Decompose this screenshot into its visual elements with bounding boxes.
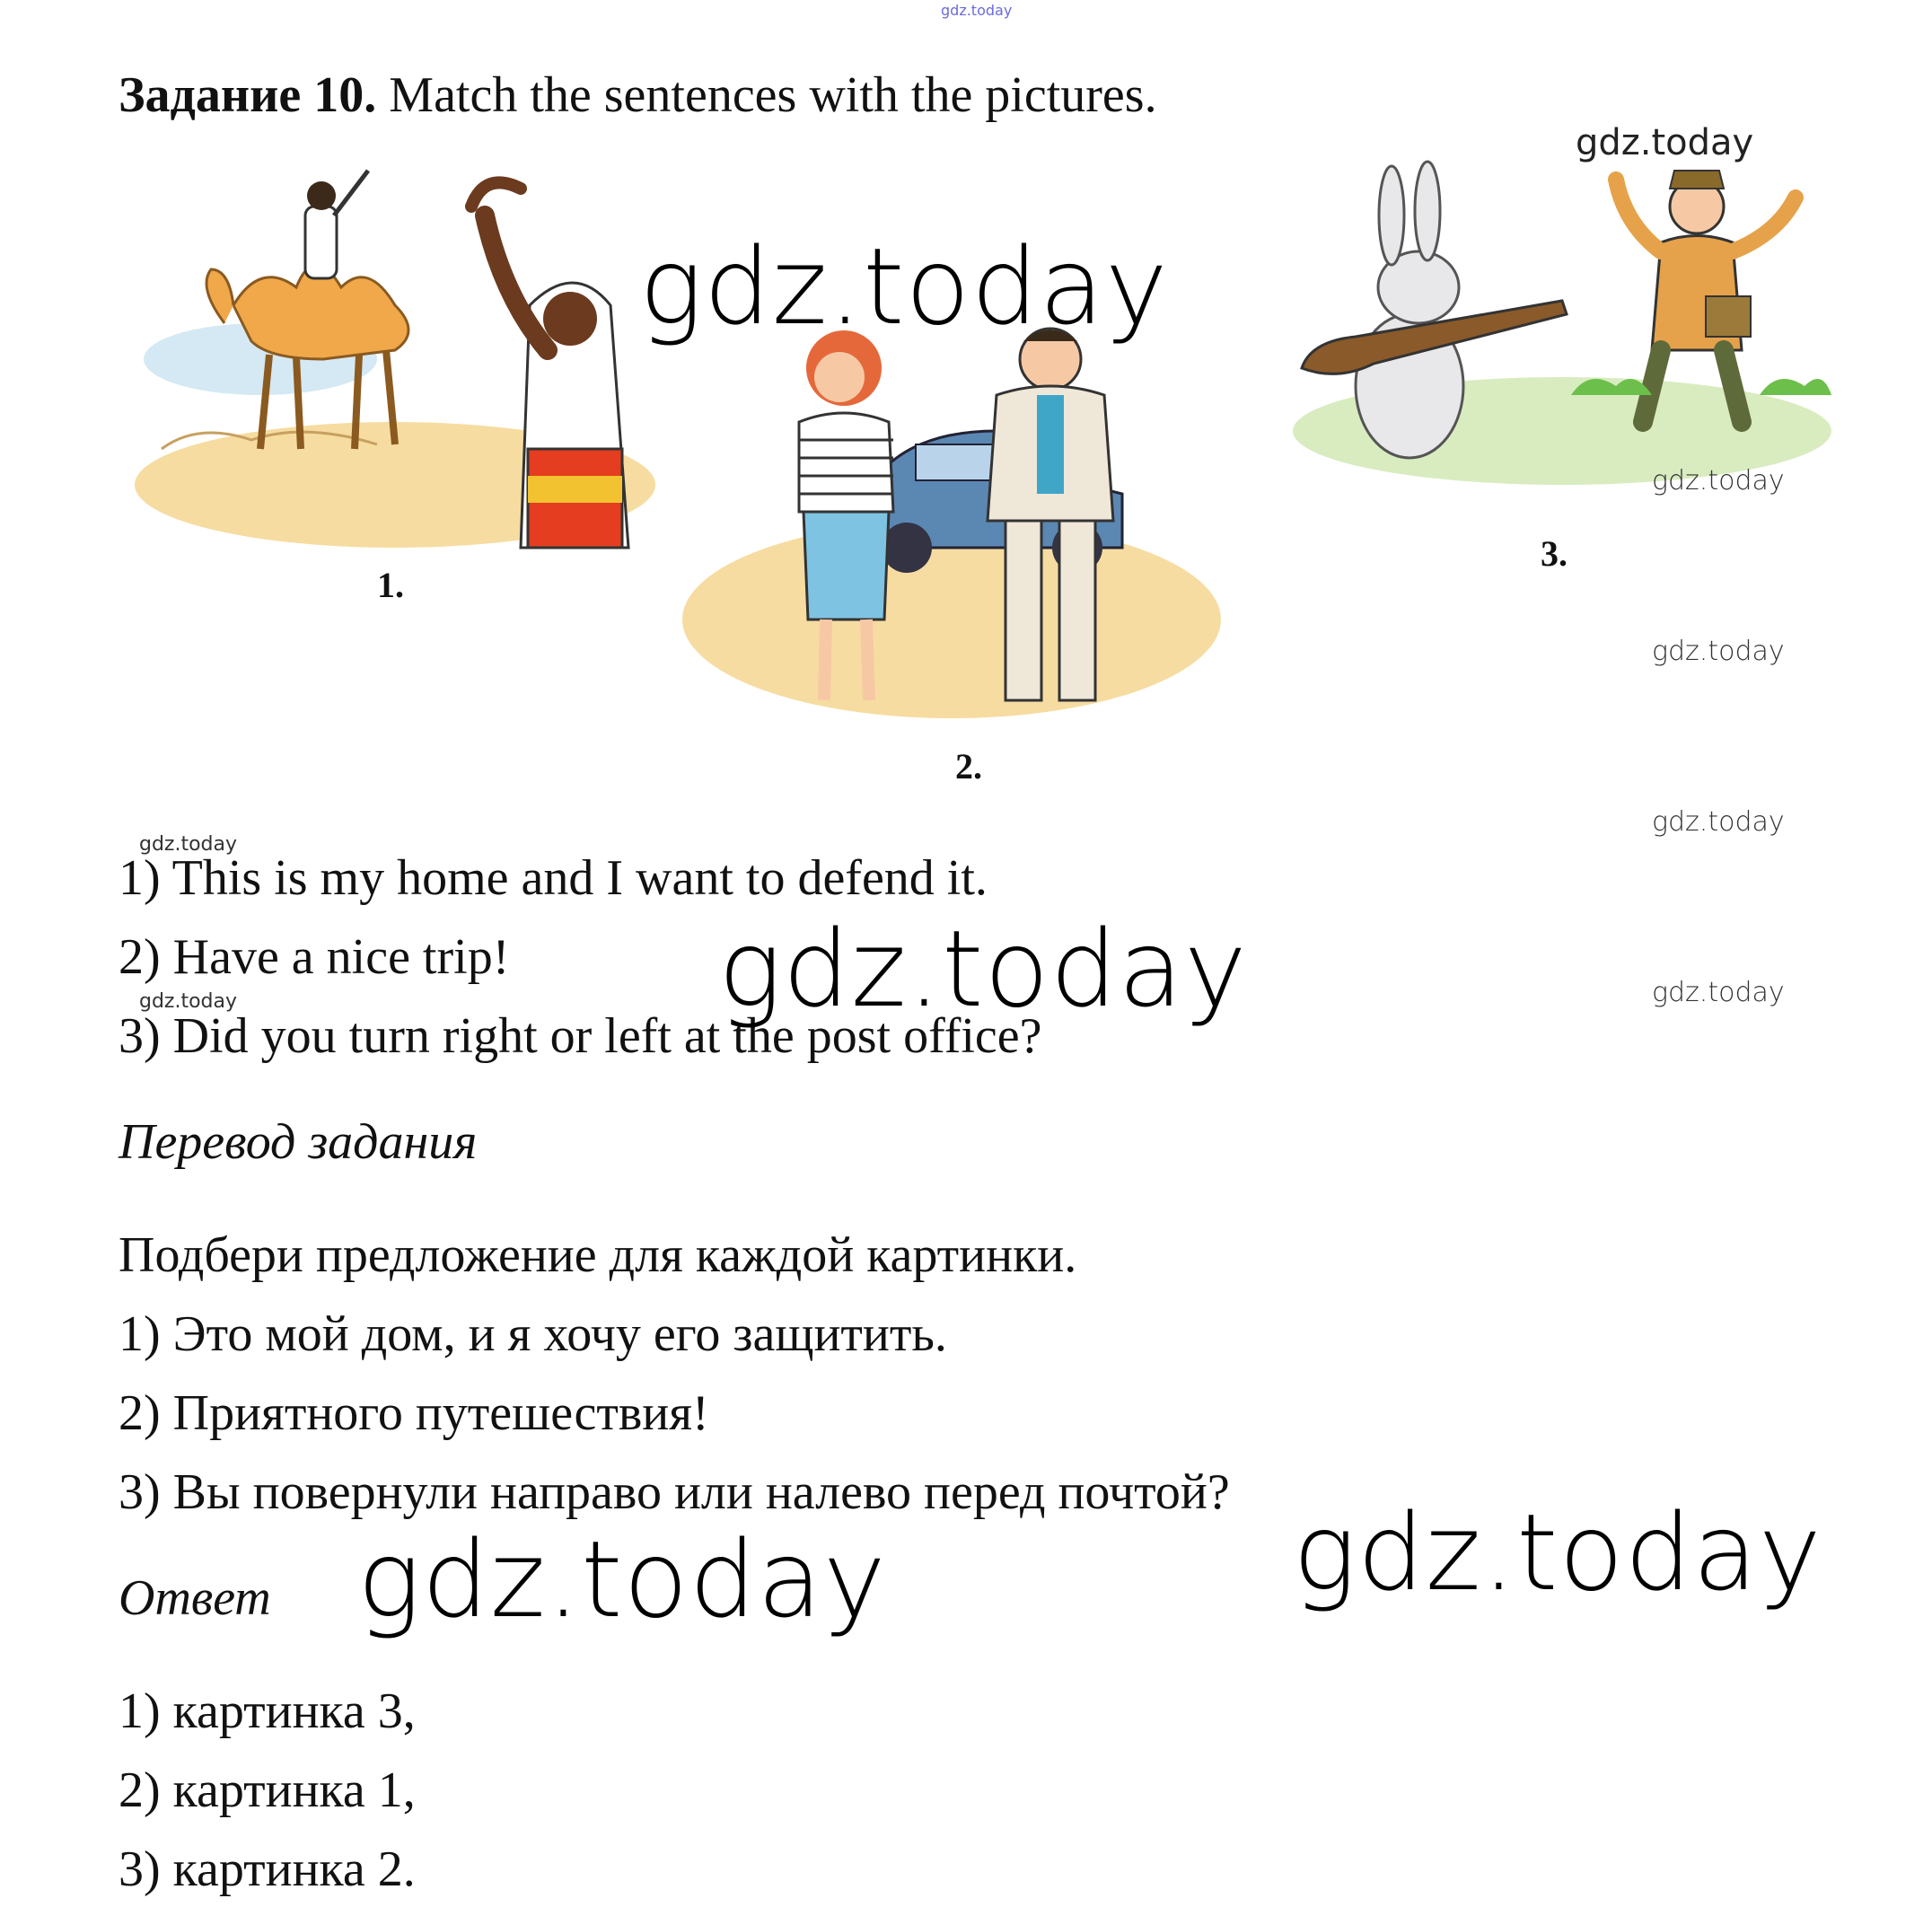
sentence-2: 2) Have a nice trip! — [119, 929, 510, 985]
translation-item-3: 3) Вы повернули направо или налево перед почтой? — [119, 1464, 1230, 1520]
translation-item-2: 2) Приятного путешествия! — [119, 1385, 709, 1441]
picture-2-couple-car — [673, 323, 1230, 736]
task-label: Задание 10. — [119, 67, 377, 123]
answer-item-1: 1) картинка 3, — [119, 1683, 416, 1739]
picture-3-rabbit-hunter — [1275, 144, 1831, 521]
translation-heading: Перевод задания — [119, 1114, 478, 1170]
answer-heading: Ответ — [119, 1570, 271, 1626]
picture-1-number: 1. — [377, 565, 404, 605]
watermark-top: gdz.today — [941, 2, 1013, 19]
task-instruction: Match the sentences with the pictures. — [389, 67, 1157, 123]
watermark: gdz.today — [718, 907, 1248, 1031]
answer-item-2: 2) картинка 1, — [119, 1762, 416, 1818]
watermark: gdz.today — [1576, 122, 1754, 163]
watermark: gdz.today — [1652, 977, 1785, 1008]
picture-1-desert-camel — [126, 153, 664, 566]
watermark: gdz.today — [139, 833, 238, 856]
watermark: gdz.today — [639, 224, 1169, 348]
picture-3-number: 3. — [1541, 533, 1568, 574]
illustrations — [0, 0, 1932, 808]
picture-2-number: 2. — [955, 746, 982, 787]
sentence-1: 1) This is my home and I want to defend it. — [119, 850, 988, 906]
watermark: gdz.today — [1652, 465, 1785, 497]
watermark: gdz.today — [357, 1517, 887, 1641]
watermark: gdz.today — [1293, 1490, 1822, 1614]
answer-item-3: 3) картинка 2. — [119, 1841, 416, 1897]
translation-instruction: Подбери предложение для каждой картинки. — [119, 1227, 1077, 1283]
translation-item-1: 1) Это мой дом, и я хочу его защитить. — [119, 1306, 947, 1362]
watermark: gdz.today — [1652, 806, 1785, 838]
sentence-3: 3) Did you turn right or left at the post office? — [119, 1008, 1042, 1064]
watermark: gdz.today — [1652, 636, 1785, 667]
watermark: gdz.today — [139, 990, 238, 1013]
